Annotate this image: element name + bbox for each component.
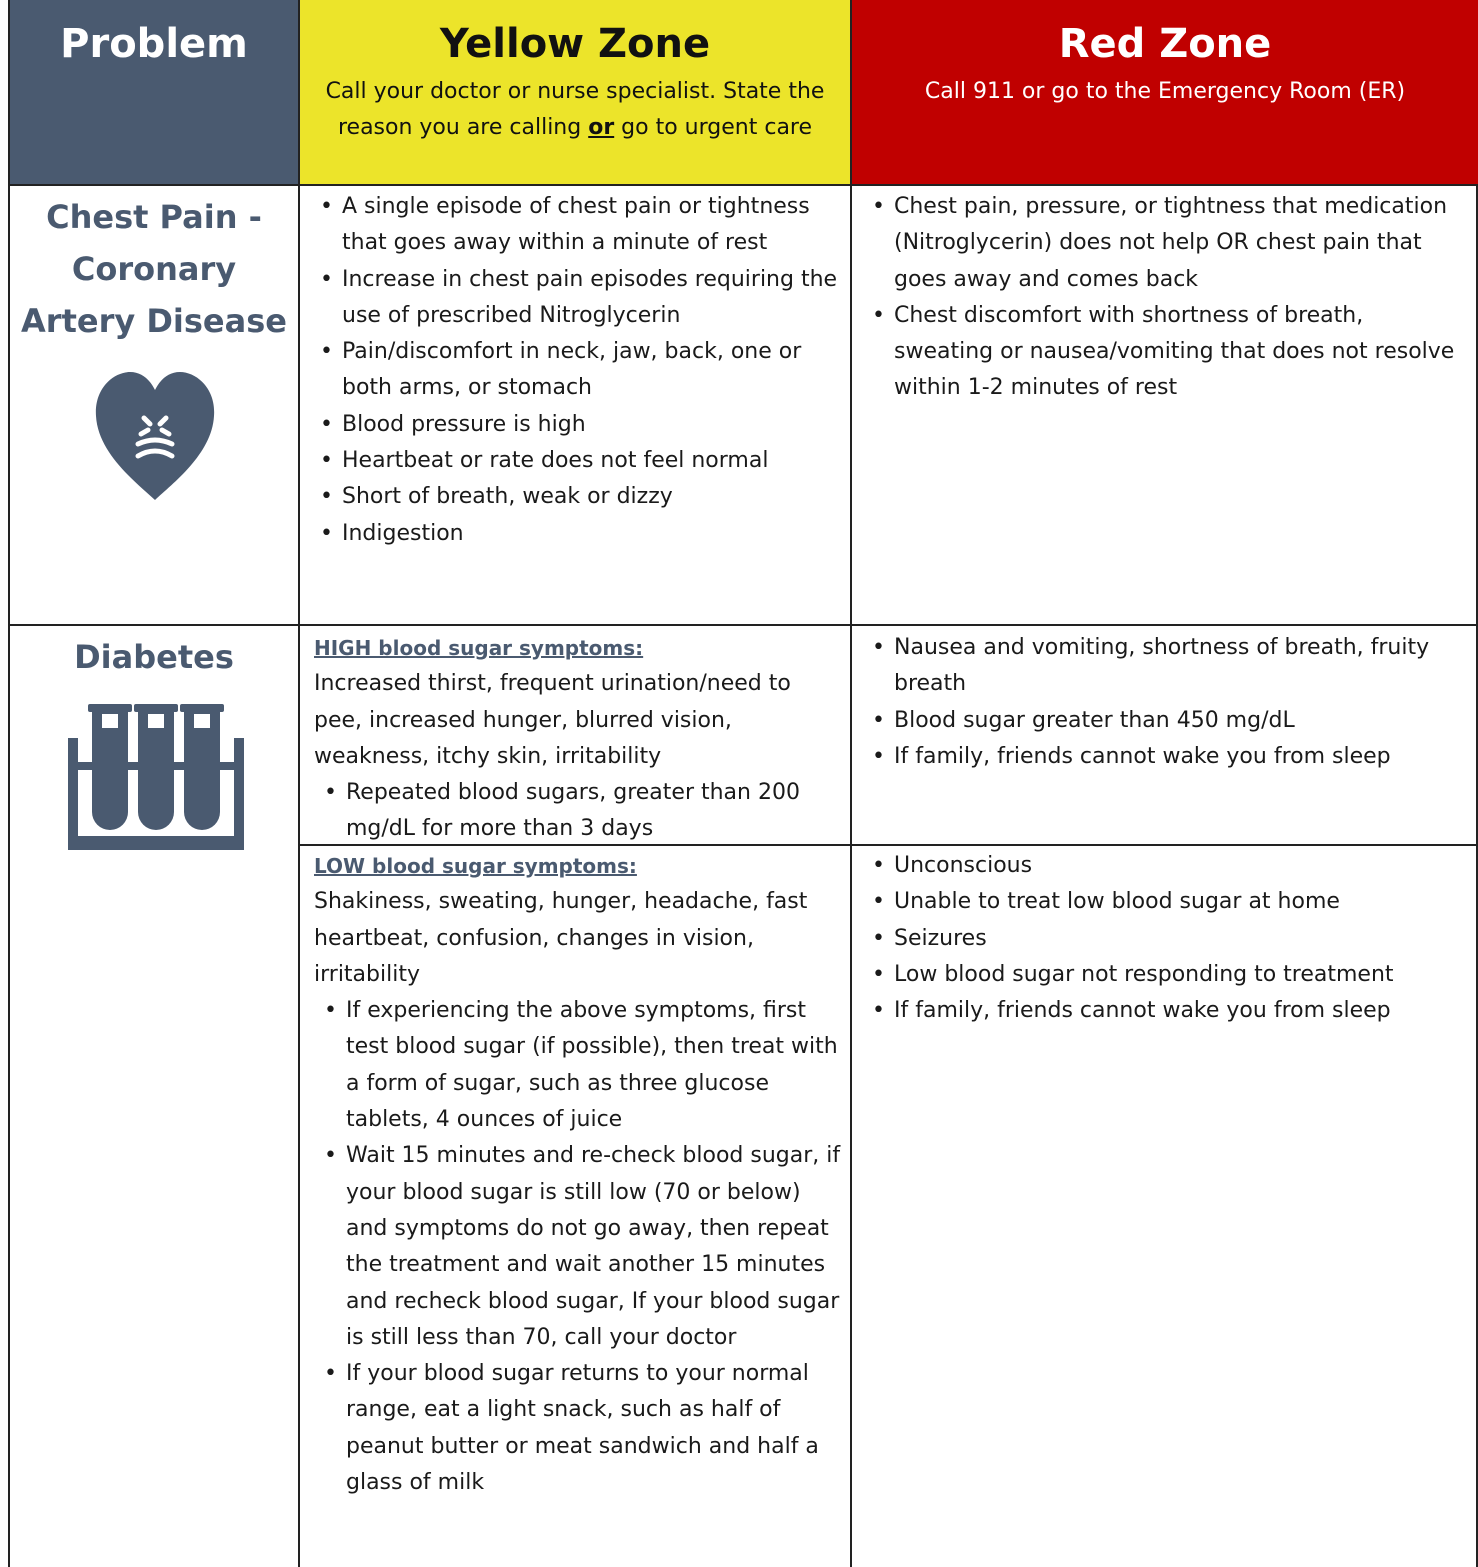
low-blood-sugar-title: LOW blood sugar symptoms: — [314, 854, 637, 878]
list-item: • Chest discomfort with shortness of breath, sweating or nausea/vomiting that does not resolve within 1-2 minutes of rest — [862, 298, 1462, 407]
divider — [298, 0, 300, 1567]
list-item: • Low blood sugar not responding to treatment — [862, 957, 1462, 993]
divider — [10, 624, 1478, 626]
header-yellow-zone — [300, 0, 850, 184]
diabetes-high-yellow-cell — [314, 630, 844, 848]
header-problem-title: Problem — [60, 21, 248, 67]
header-red-zone — [852, 0, 1478, 184]
chest-pain-red-cell — [862, 189, 1462, 407]
list-item: • Increase in chest pain episodes requiring the use of prescribed Nitroglycerin — [310, 262, 840, 335]
zone-table — [8, 0, 1478, 1567]
list-item: • Blood sugar greater than 450 mg/dL — [862, 703, 1462, 739]
list-item: • Unable to treat low blood sugar at home — [862, 884, 1462, 920]
list-item: • Unconscious — [862, 848, 1462, 884]
header-problem — [10, 0, 298, 184]
list-item: • Nausea and vomiting, shortness of breath, fruity breath — [862, 630, 1462, 703]
high-blood-sugar-symptoms: Increased thirst, frequent urination/need to pee, increased hunger, blurred vision, weakness, itchy skin, irritability — [314, 671, 791, 769]
heart-pain-icon — [94, 372, 216, 508]
list-item: • Wait 15 minutes and re-check blood sugar, if your blood sugar is still low (70 or below) and symptoms do not go away, then repeat the treatment and wait another 15 minutes and recheck blood sugar, If your blood sugar is still less than 70, call your doctor — [314, 1138, 844, 1356]
header-yellow-subtitle: Call your doctor or nurse specialist. State the reason you are calling or go to urgent care — [325, 79, 825, 140]
list-item: • If your blood sugar returns to your normal range, eat a light snack, such as half of peanut butter or meat sandwich and half a glass of milk — [314, 1356, 844, 1501]
problem-diabetes: Diabetes — [74, 638, 234, 676]
header-yellow-or: or — [588, 115, 615, 140]
test-tubes-icon — [68, 700, 244, 856]
list-item: • Short of breath, weak or dizzy — [310, 479, 840, 515]
list-item: • Chest pain, pressure, or tightness that medication (Nitroglycerin) does not help OR chest pain that goes away and comes back — [862, 189, 1462, 298]
list-item: • If experiencing the above symptoms, first test blood sugar (if possible), then treat with a form of sugar, such as three glucose tablets, 4 ounces of juice — [314, 993, 844, 1138]
list-item: • A single episode of chest pain or tightness that goes away within a minute of rest — [310, 189, 840, 262]
header-yellow-title: Yellow Zone — [439, 21, 711, 67]
list-item: • Repeated blood sugars, greater than 200 mg/dL for more than 3 days — [314, 775, 844, 848]
problem-chest-pain: Chest Pain - Coronary Artery Disease — [21, 198, 287, 340]
high-blood-sugar-title: HIGH blood sugar symptoms: — [314, 636, 644, 660]
divider — [10, 184, 1478, 186]
list-item: • If family, friends cannot wake you from sleep — [862, 739, 1462, 775]
header-red-title: Red Zone — [1058, 21, 1272, 67]
list-item: • If family, friends cannot wake you from sleep — [862, 993, 1462, 1029]
list-item: • Heartbeat or rate does not feel normal — [310, 443, 840, 479]
divider — [850, 0, 852, 1567]
header-red-subtitle: Call 911 or go to the Emergency Room (ER) — [924, 79, 1406, 104]
list-item: • Indigestion — [310, 516, 840, 552]
list-item: • Pain/discomfort in neck, jaw, back, one or both arms, or stomach — [310, 334, 840, 407]
diabetes-low-red-cell — [862, 848, 1462, 1029]
low-blood-sugar-symptoms: Shakiness, sweating, hunger, headache, fast heartbeat, confusion, changes in vision, irritability — [314, 889, 808, 987]
list-item: • Seizures — [862, 921, 1462, 957]
list-item: • Blood pressure is high — [310, 407, 840, 443]
chest-pain-yellow-cell — [310, 189, 840, 552]
diabetes-high-red-cell — [862, 630, 1462, 775]
diabetes-low-yellow-cell — [314, 848, 844, 1501]
